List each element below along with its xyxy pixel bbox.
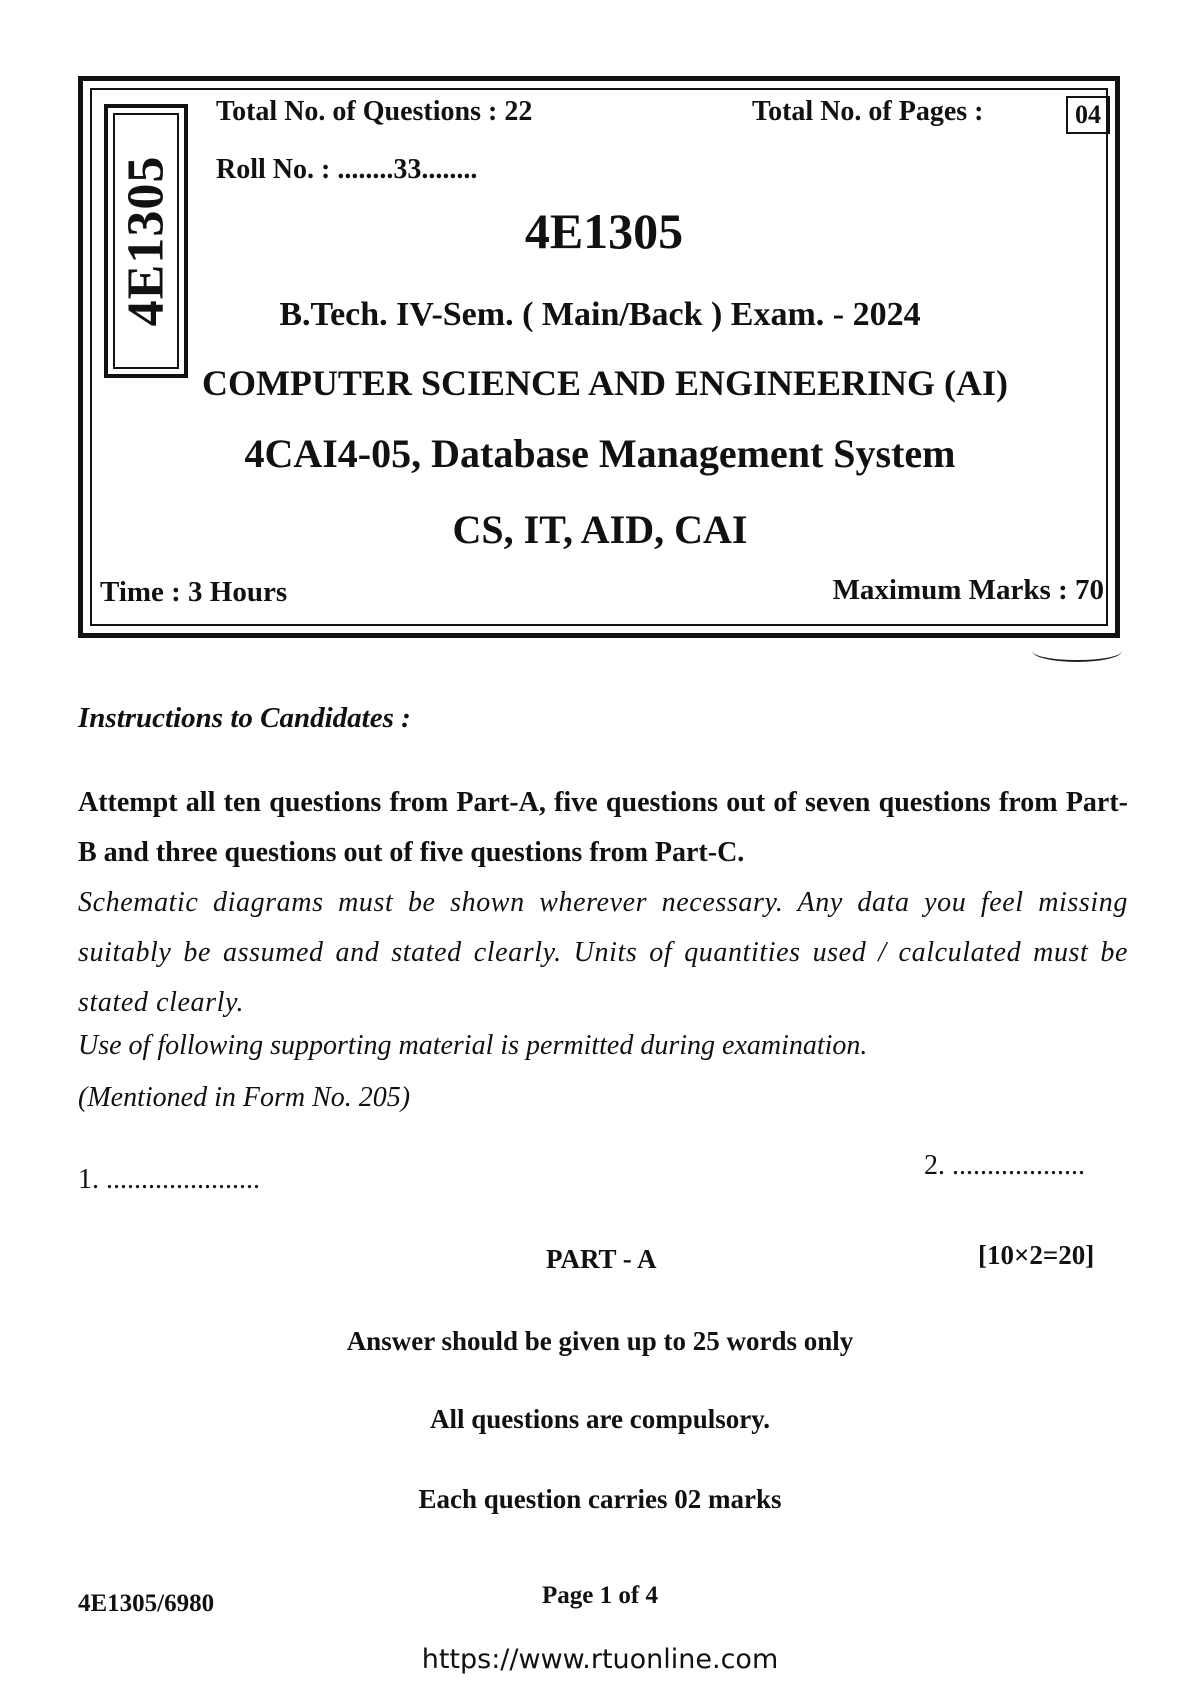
total-pages-value: 04 <box>1066 96 1110 134</box>
instructions-italic-text: Schematic diagrams must be shown wherever necessary. Any data you feel missing suitably be assumed and stated clearly. Units of quantities used / calculated must be stated clearly. <box>78 887 1128 1018</box>
page-number: Page 1 of 4 <box>542 1582 658 1609</box>
part-a-instruction-2: All questions are compulsory. <box>429 1404 771 1434</box>
website-url[interactable]: https://www.rtuonline.com <box>421 1644 779 1675</box>
form-reference: (Mentioned in Form No. 205) <box>78 1082 411 1113</box>
support-item-2: 2. ................... <box>924 1150 1085 1181</box>
pen-mark <box>1032 640 1122 662</box>
instructions-heading: Instructions to Candidates : <box>78 702 411 734</box>
total-pages-label: Total No. of Pages : <box>752 96 984 127</box>
footer-paper-code: 4E1305/6980 <box>78 1590 215 1617</box>
maximum-marks: Maximum Marks : 70 <box>832 574 1104 606</box>
branch-name: COMPUTER SCIENCE AND ENGINEERING (AI) <box>201 363 1009 403</box>
exam-time: Time : 3 Hours <box>100 576 288 608</box>
part-a-title: PART - A <box>546 1244 657 1274</box>
exam-code: 4E1305 <box>524 203 684 259</box>
exam-title: B.Tech. IV-Sem. ( Main/Back ) Exam. - 2024 <box>279 296 921 333</box>
part-a-instruction-3: Each question carries 02 marks <box>418 1484 782 1514</box>
total-questions: Total No. of Questions : 22 <box>216 96 533 127</box>
support-item-1: 1. ...................... <box>78 1164 260 1195</box>
subject-name: 4CAI4-05, Database Management System <box>244 431 956 476</box>
instructions-bold-text: Attempt all ten questions from Part-A, five questions out of seven questions from Part-B and three questions out of five questions from Part-C. <box>78 787 1128 868</box>
streams: CS, IT, AID, CAI <box>452 507 748 552</box>
part-a-instruction-1: Answer should be given up to 25 words only <box>346 1326 854 1356</box>
supporting-material-line: Use of following supporting material is permitted during examination. <box>78 1030 868 1061</box>
part-a-marks: [10×2=20] <box>978 1240 1095 1270</box>
roll-number: Roll No. : ........33........ <box>216 154 478 185</box>
paper-code-vertical: 4E1305 <box>117 155 175 327</box>
